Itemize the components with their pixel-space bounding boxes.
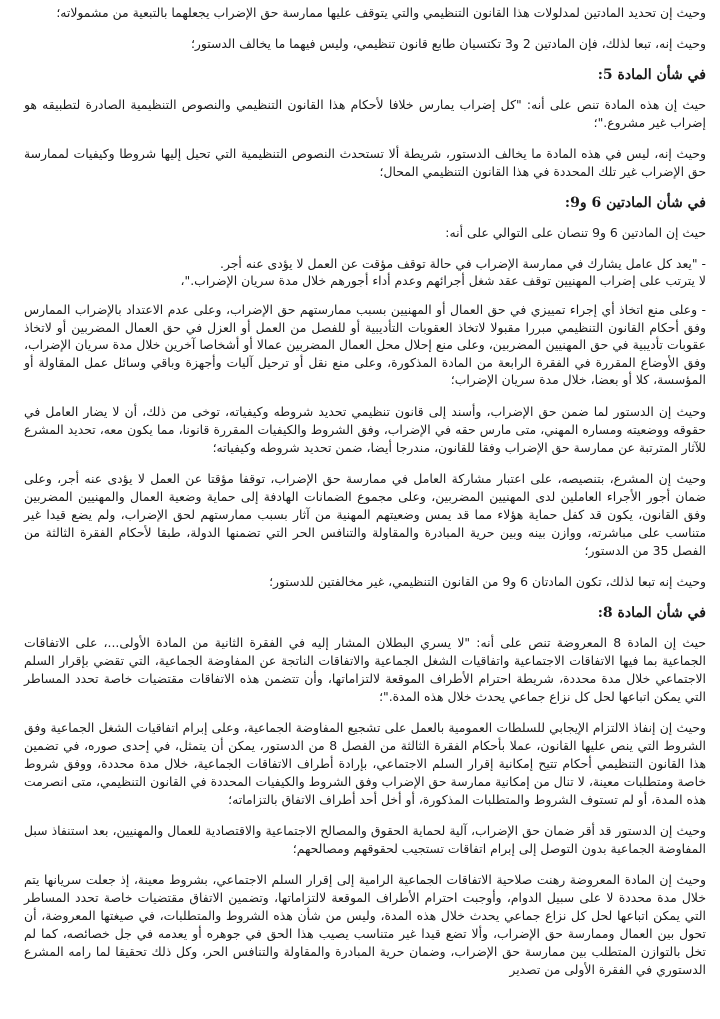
paragraph: وحيث إن الدستور لما ضمن حق الإضراب، وأسند إلى قانون تنظيمي تحديد شروطه وكيفياته، توخى من ذلك، أن لا يضار العامل في حقوقه ووضعيته ومساره المهني، متى مارس حقه في الإضراب، وفق الشروط والكيفيات المقررة قانونا، مما يكون معه، تحديد المشرع للآثار المترتبة عن ممارسة حق الإضراب وفقا للقانون، مندرجا أيضا، ضمن تحديد شروطه وكيفياته؛	[24, 403, 706, 455]
paragraph: وحيث إن المشرع، بتنصيصه، على اعتبار مشاركة العامل في ممارسة حق الإضراب، توقفا مؤقتا عن العمل لا يؤدى عنه أجر، وعلى ضمان أجور الأجراء العاملين لدى المهنيين المضربين، وعلى مجموع الضمانات الهادفة إلى حماية وضعية العمال والمهنيين المضربين وفق القانون، يكون قد كفل حماية هؤلاء مما قد يمس وضعيتهم المهنية من آثار بسبب ممارستهم لحق الإضراب، ولم يضع قيدا غير متناسب على مباشرته، ووازن بينه وبين حرية المبادرة والمقاولة والتنافس الحر التي تضمنها الدولة، طبقا لأحكام الفقرة الثالثة من الفصل 35 من الدستور؛	[24, 470, 706, 558]
paragraph: وحيث إنه تبعا لذلك، تكون المادتان 6 و9 من القانون التنظيمي، غير مخالفتين للدستور؛	[269, 573, 706, 589]
paragraph: وحيث إنه، تبعا لذلك، فإن المادتين 2 و3 تكتسيان طابع قانون تنظيمي، وليس فيهما ما يخالف الدستور؛	[190, 36, 706, 51]
quote-line: - "يعد كل عامل يشارك في ممارسة الإضراب في حالة توقف مؤقت عن العمل لا يؤدى عنه أجر.	[220, 256, 706, 271]
section-heading: في شأن المادة 8:	[597, 604, 706, 621]
paragraph: وحيث إن الدستور قد أقر ضمان حق الإضراب، آلية لحماية الحقوق والمصالح الاجتماعية والاقتصادية للعمال والمهنيين، بعد استنفاذ سبل المفاوضة الجماعية بدون التوصل إلى إبرام اتفاقات تستجيب لحقوقهم ومصالحهم؛	[24, 822, 706, 856]
bullet-paragraph: - وعلى منع اتخاذ أي إجراء تمييزي في حق العمال أو المهنيين بسبب ممارستهم حق الإضراب، وعلى عدم الاعتداد بالإضراب الممارس وفق أحكام القانون التنظيمي مبررا مقبولا لاتخاذ العقوبات التأديبية أو للفصل من العمل أو العزل في حق العمال المضربين أو لاتخاذ عقوبات تأديبية في حق المهنيين المضربين، وعلى منع إحلال محل العمال المضربين عمالا أو أشخاصا آخرين خلال مدة سريان الإضراب، وفق الأوضاع المقررة في الفقرة الرابعة من المادة المذكورة، وعلى منع نقل أو ترحيل آليات وأجهزة وباقي وسائل عمل المقاولة أو المؤسسة، كلا أو بعضا، خلال مدة سريان الإضراب؛	[24, 302, 706, 387]
quote-line: لا يترتب على إضراب المهنيين توقف عقد شغل أجرائهم وعدم أداء أجورهم خلال مدة سريان الإضراب."،	[180, 273, 706, 288]
section-heading: في شأن المادة 5:	[597, 67, 706, 83]
quoted-articles	[24, 255, 706, 289]
paragraph: وحيث إن إنفاذ الالتزام الإيجابي للسلطات العمومية بالعمل على تشجيع المفاوضة الجماعية، وعلى إبرام اتفاقيات الشغل الجماعية وفق الشروط التي ينص عليها القانون، عملا بأحكام الفقرة الثالثة من الفصل 8 من الدستور، يمكن أن يتمثل، في إحدى صوره، في تضمين هذا القانون التنظيمي أحكام تتيح إمكانية إقرار السلم الاجتماعي، بإرادة أطراف الاتفاقات الجماعية، خلال مدة محددة، ووفق شروط خاصة ومتطلبات معينة، لا تنال من إمكانية ممارسة حق الإضراب وفق الشروط والكيفيات المحددة في القانون التنظيمي، متى انصرمت هذه المدة، أو لم تستوف الشروط والمتطلبات المذكورة، أو أخل أحد أطراف الاتفاق بالتزاماته؛	[24, 719, 706, 807]
paragraph: حيث إن المادتين 6 و9 تنصان على التوالي على أنه:	[445, 225, 706, 240]
paragraph: وحيث إن تحديد المادتين لمدلولات هذا القانون التنظيمي والتي يتوقف عليها ممارسة حق الإضراب يجعلهما بالتبعية من مشمولاته؛	[56, 5, 706, 20]
paragraph: حيث إن المادة 8 المعروضة تنص على أنه: "لا يسري البطلان المشار إليه في الفقرة الثانية من المادة الأولى...، على الاتفاقات الجماعية بما فيها الاتفاقات الاجتماعية واتفاقيات الشغل الجماعية والاتفاقات الناتجة عن المفاوضة الجماعية، التي تقضي بإقرار السلم الاجتماعي خلال مدة محددة، شريطة احترام الأطراف الموقعة لالتزاماتها، وأن تتضمن هذه الاتفاقات مقتضيات خاصة تحدد المساطر التي يمكن اتباعها لحل كل نزاع جماعي يحدث خلال هذه المدة."؛	[24, 634, 706, 704]
section-heading: في شأن المادتين 6 و9:	[564, 195, 706, 211]
paragraph: وحيث إنه، ليس في هذه المادة ما يخالف الدستور، شريطة ألا تستحدث النصوص التنظيمية التي تحيل إليها شروطا وكيفيات لممارسة حق الإضراب غير تلك المحددة في هذا القانون التنظيمي المحال؛	[24, 146, 706, 179]
paragraph: حيث إن هذه المادة تنص على أنه: "كل إضراب يمارس خلافا لأحكام هذا القانون التنظيمي والنصوص التنظيمية الصادرة لتطبيقه هو إضراب غير مشروع."؛	[24, 97, 706, 130]
paragraph: وحيث إن المادة المعروضة رهنت صلاحية الاتفاقات الجماعية الرامية إلى إقرار السلم الاجتماعي، بشروط معينة، إذ جعلت سريانها يتم خلال مدة محددة لا على سبيل الدوام، وأوجبت احترام الأطراف الموقعة لالتزاماتها، وتضمين الاتفاق مقتضيات خاصة تحدد المساطر التي يمكن اتباعها لحل كل نزاع جماعي يحدث خلال هذه المدة، وليس من شأن هذه الشروط والمتطلبات، في صيغتها المعروضة، أن تحول بين العمال وممارسة حق الإضراب، وألا تضع قيدا غير متناسب يصيب هذا الحق في جوهره أو يعدمه في جل خصائصه، كما لم تخل بالتوازن المتطلب بين ممارسة حق الإضراب، وضمان حرية المبادرة والمقاولة والتنافس الحر، وكل ذلك تحقيقا لما رامه المشرع الدستوري في الفقرة الأولى من تصدير	[24, 871, 706, 977]
